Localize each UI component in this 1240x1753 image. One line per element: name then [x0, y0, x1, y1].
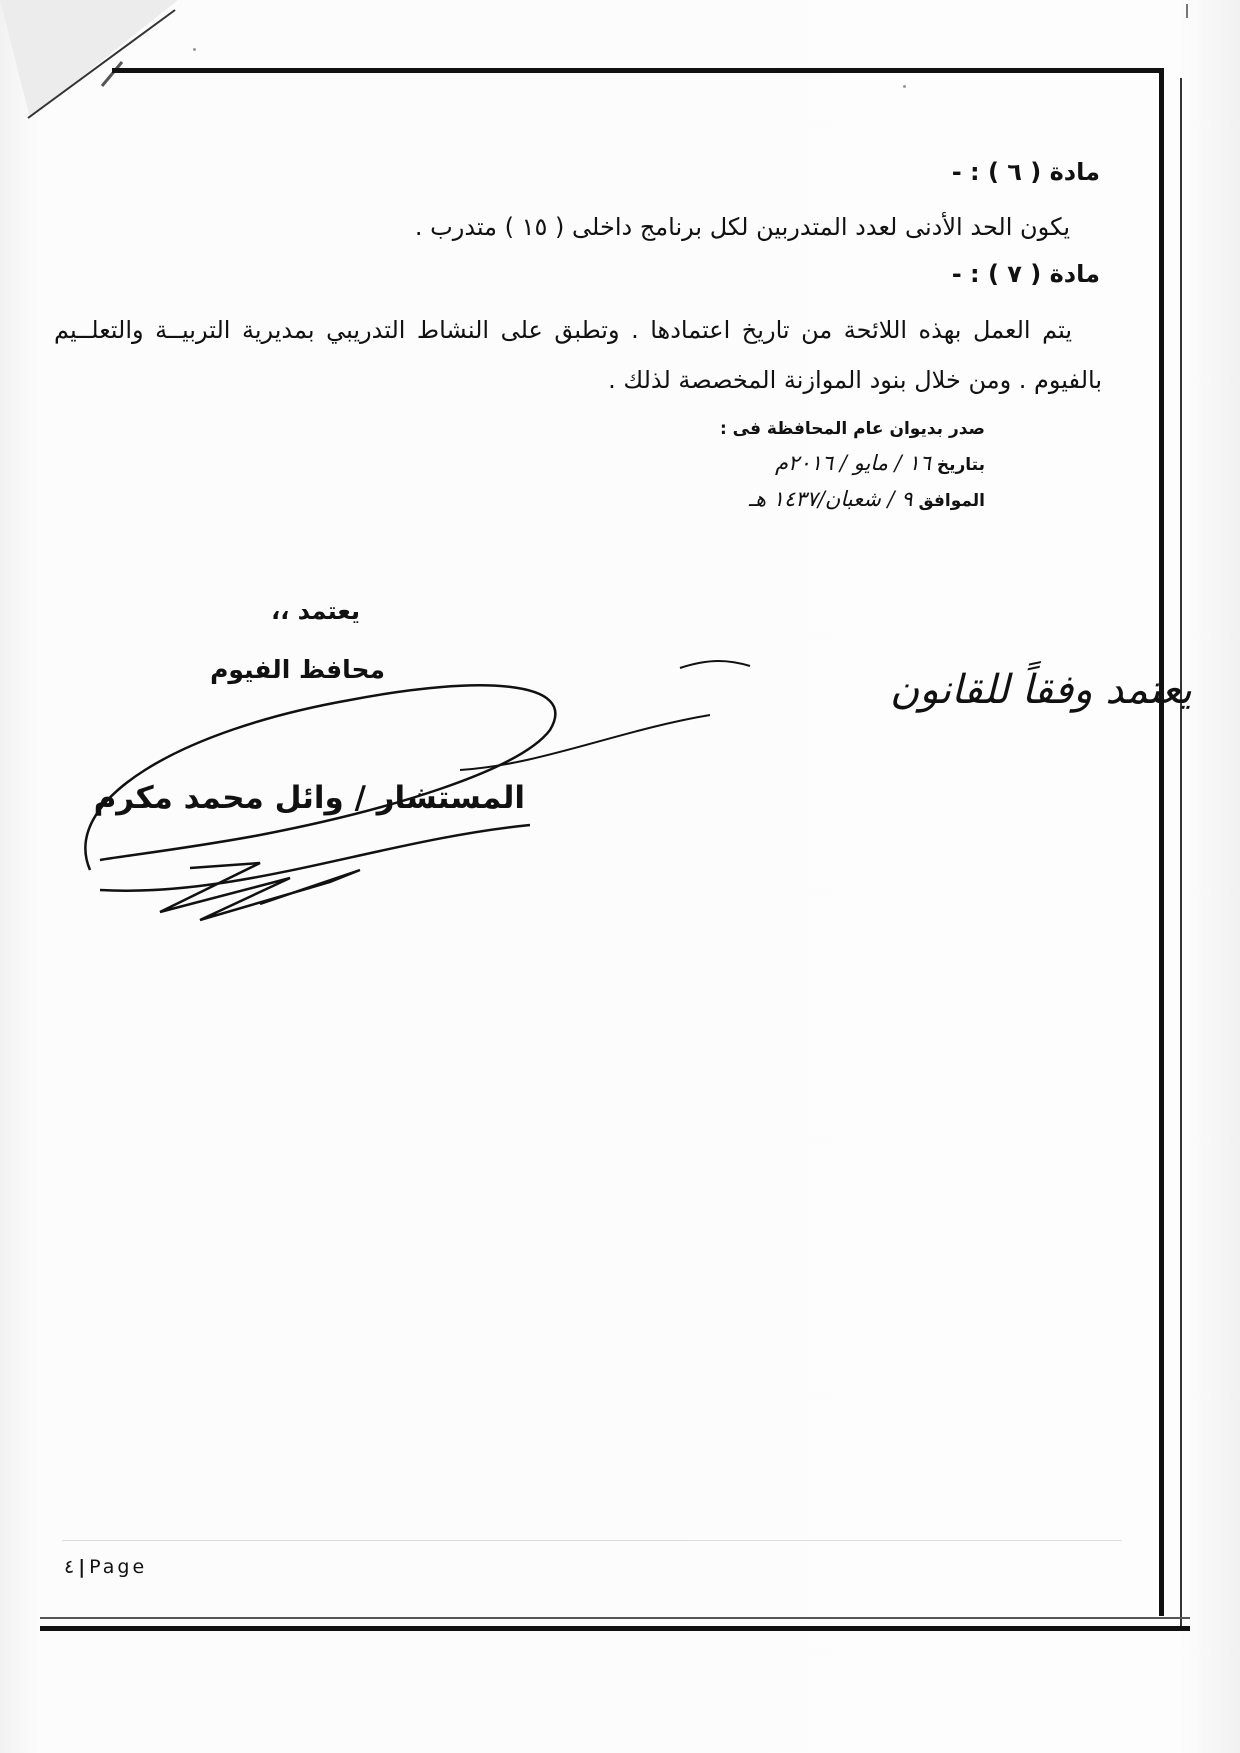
- issued-at-line: صدر بديوان عام المحافظة فى :: [719, 419, 985, 439]
- article-7-title: مادة ( ٧ ) : -: [951, 260, 1100, 288]
- governor-name: المستشار / وائل محمد مكرم: [93, 780, 525, 816]
- bottom-border-thick: [40, 1626, 1190, 1631]
- footer-divider: [62, 1540, 1122, 1541]
- hijri-date-line: [685, 482, 985, 518]
- hijri-date-value: ٩ / شعبان/١٤٣٧ هـ: [748, 487, 913, 511]
- page-word: Page: [89, 1556, 148, 1578]
- scan-mark: [1186, 4, 1188, 18]
- handwritten-note-text: يعتمد وفقاً للقانون: [890, 667, 1192, 713]
- date-label: بتاريخ: [936, 455, 985, 475]
- hijri-label: الموافق: [918, 491, 985, 511]
- bottom-border-thin: [40, 1617, 1190, 1619]
- footer-separator: |: [78, 1556, 86, 1578]
- gregorian-date-value: ١٦ / مايو / ٢٠١٦م: [775, 451, 931, 475]
- page-number: ٤: [64, 1556, 75, 1578]
- scan-speck: [903, 85, 906, 88]
- scan-speck: [193, 48, 196, 51]
- page-footer: [64, 1556, 147, 1578]
- governor-title: محافظ الفيوم: [210, 655, 385, 684]
- issuance-block: [685, 412, 985, 518]
- gregorian-date-line: [685, 446, 985, 482]
- approval-heading: يعتمد ،،: [271, 597, 360, 625]
- handwritten-approval-note: [560, 648, 1192, 788]
- article-7-body: يتم العمل بهذه اللائحة من تاريخ اعتمادها . وتطبق على النشاط التدريبي بمديرية التربيــة والتعلــيم بالفيوم . ومن خلال بنود الموازنة المخصصة لذلك .: [54, 316, 1102, 394]
- article-6-title: مادة ( ٦ ) : -: [951, 158, 1100, 186]
- article-6-body: يكون الحد الأدنى لعدد المتدربين لكل برنامج داخلى ( ١٥ ) متدرب .: [414, 213, 1070, 241]
